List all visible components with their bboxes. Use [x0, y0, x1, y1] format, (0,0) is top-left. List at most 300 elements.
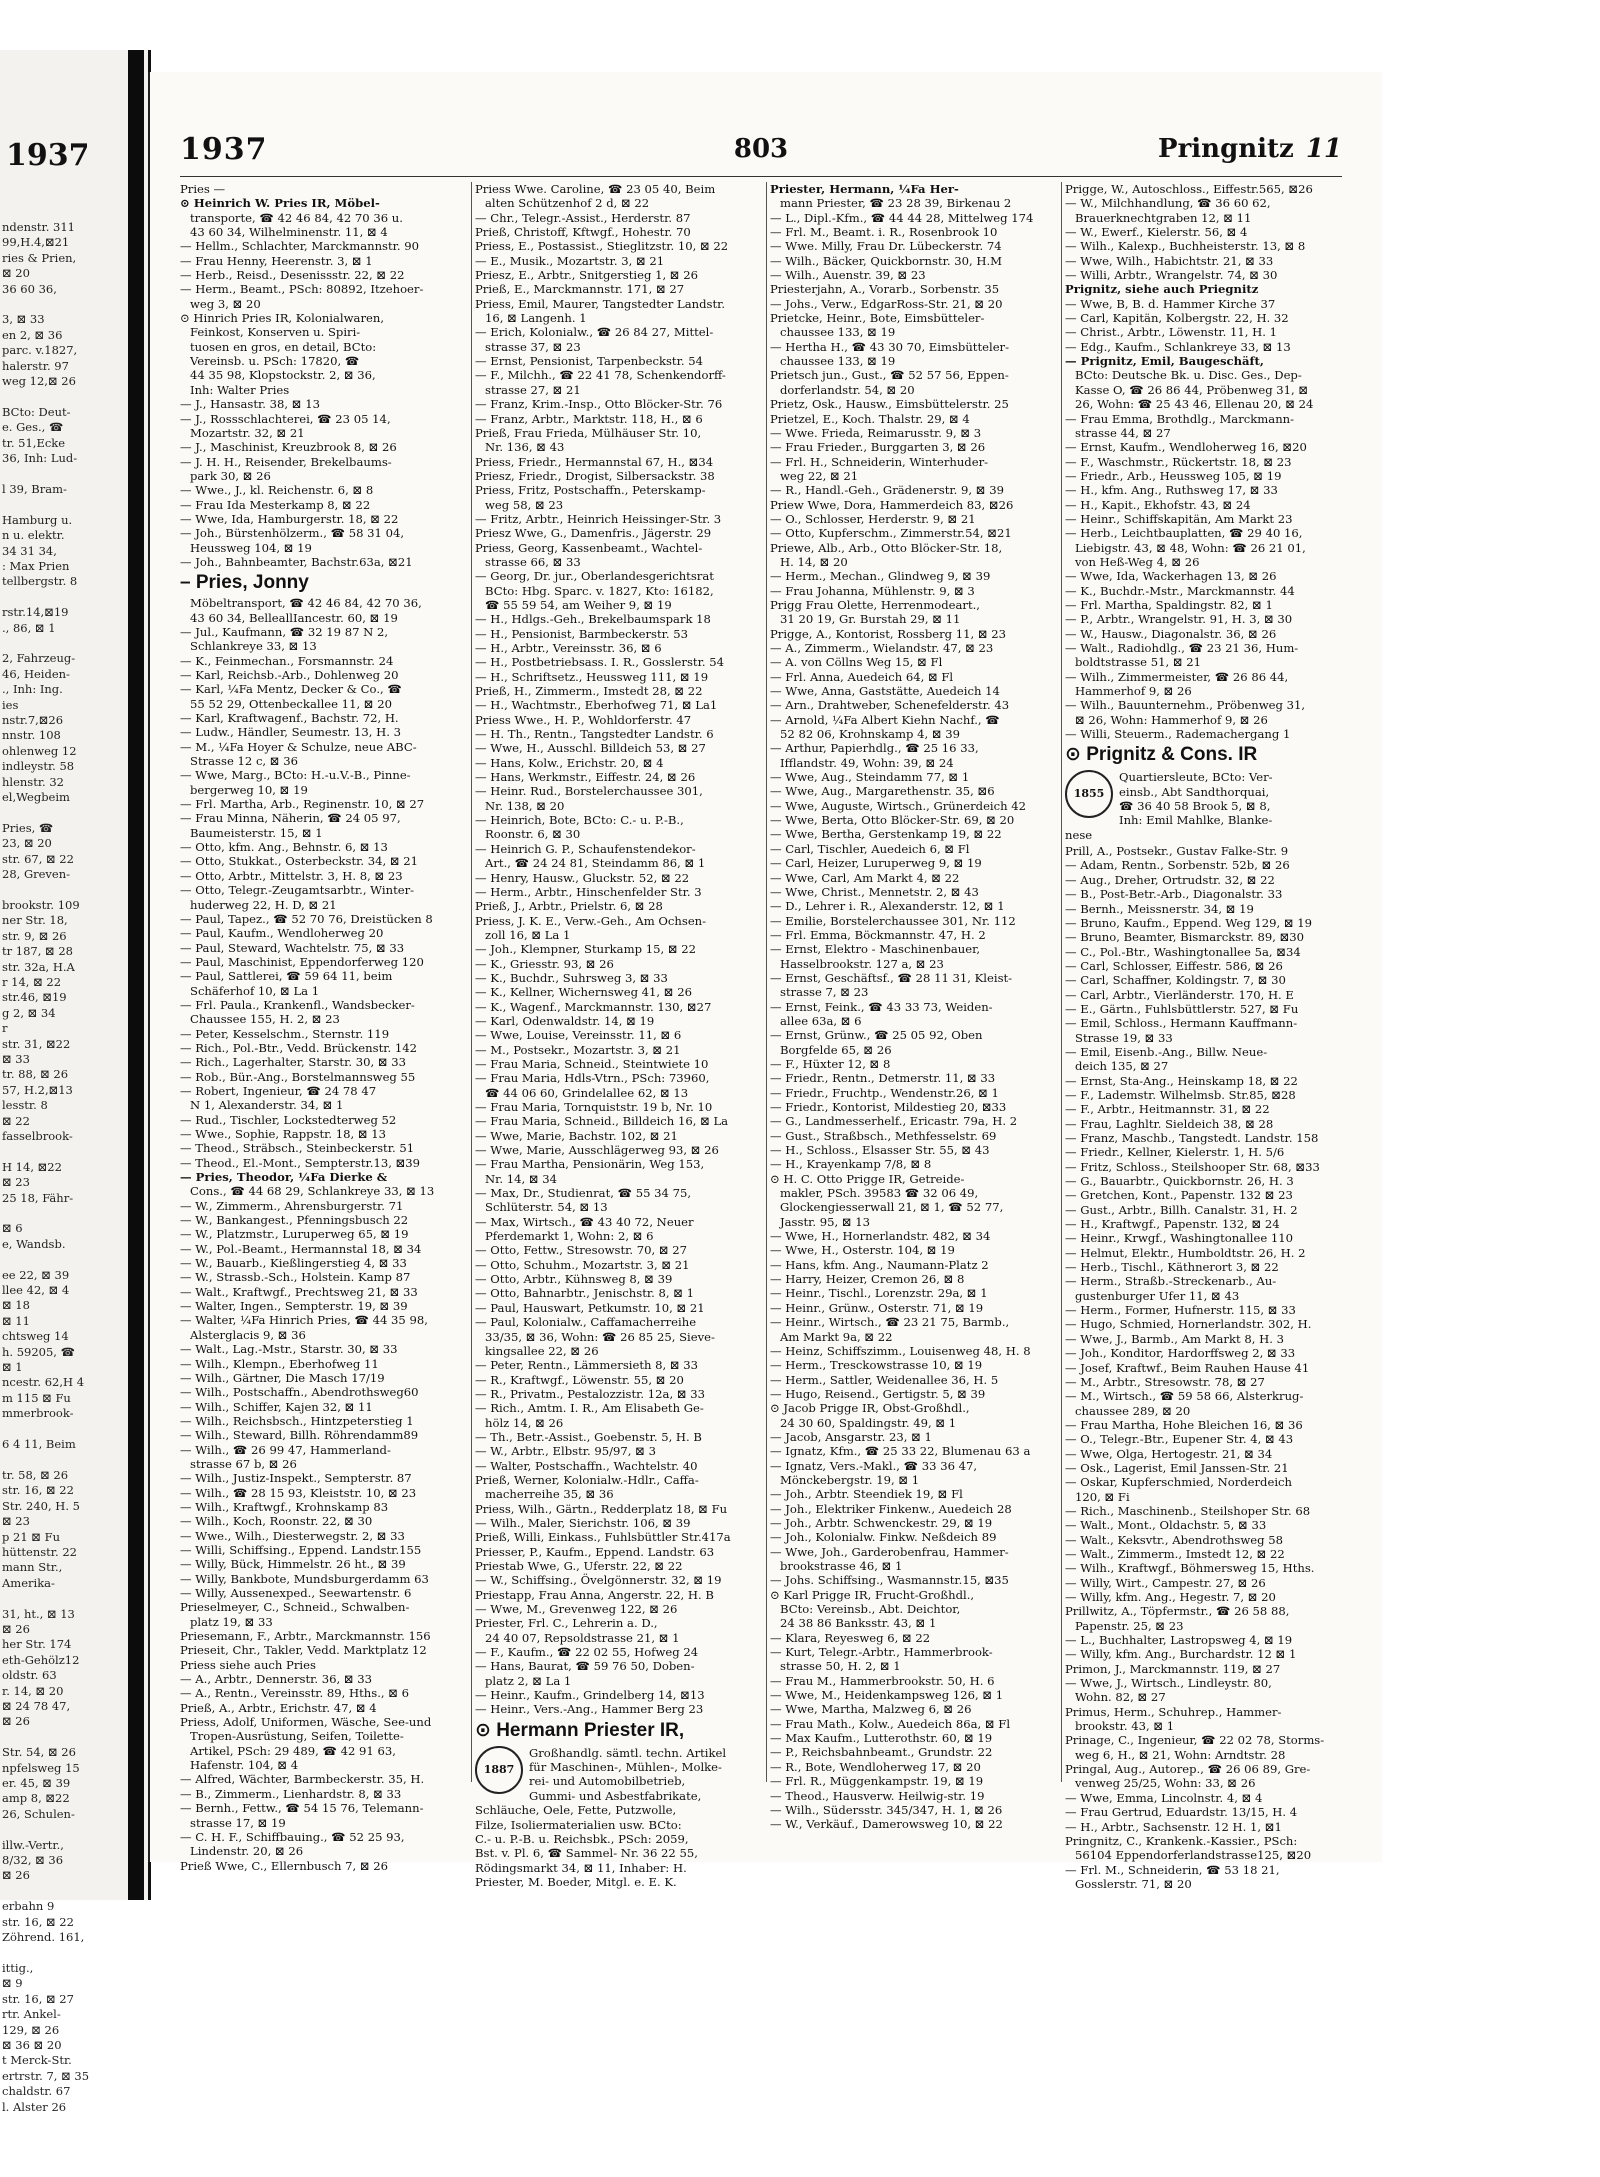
directory-entry: Priestapp, Frau Anna, Angerstr. 22, H. B	[475, 1587, 714, 1602]
directory-entry: Prill, A., Postsekr., Gustav Falke-Str. 9	[1065, 844, 1289, 859]
directory-entry: — A., Rentn., Vereinsstr. 89, Hths., ⊠ 6	[180, 1686, 410, 1701]
directory-entry: Primus, Herm., Schuhrep., Hammer-	[1065, 1704, 1282, 1719]
header-year: 1937	[180, 132, 268, 167]
directory-entry: — M., ¼Fa Hoyer & Schulze, neue ABC-	[180, 739, 417, 754]
directory-entry: — Joh., Bürstenhölzerm., ☎ 58 31 04,	[180, 526, 405, 541]
directory-entry: Prigge, W., Autoschloss., Eiffestr.565, ⊠26	[1065, 182, 1313, 196]
directory-entry: — Carl, Schaffner, Koldingstr. 7, ⊠ 30	[1065, 973, 1286, 988]
directory-entry: — Wwe, M., Heidenkampsweg 126, ⊠ 1	[770, 1688, 1004, 1703]
directory-entry: — Frau Henny, Heerenstr. 3, ⊠ 1	[180, 253, 373, 268]
directory-entry: ⊙ Hinrich Pries IR, Kolonialwaren,	[180, 311, 385, 326]
entry-continuation: 31 20 19, Gr. Burstah 29, ⊠ 11	[780, 612, 961, 627]
previous-page-line: str. 67, ⊠ 22	[2, 851, 74, 866]
directory-entry: — K., Wagenf., Marckmannstr. 130, ⊠27	[475, 999, 712, 1014]
directory-entry: — Wwe, Olga, Hertogestr. 21, ⊠ 34	[1065, 1446, 1273, 1461]
directory-entry: — Otto, Stukkat., Osterbeckstr. 34, ⊠ 21	[180, 854, 419, 869]
directory-entry: — Willy, Bück, Himmelstr. 26 ht., ⊠ 39	[180, 1557, 406, 1572]
directory-entry: — J., Maschinist, Kreuzbrook 8, ⊠ 26	[180, 440, 397, 455]
header-running-head	[1158, 134, 1342, 164]
previous-page-line: 26, Schulen-	[2, 1806, 75, 1821]
previous-page-line	[2, 882, 142, 897]
entry-continuation: 16, ⊠ Langenh. 1	[485, 311, 587, 326]
directory-entry: — Frau Minna, Näherin, ☎ 24 05 97,	[180, 811, 401, 826]
directory-entry: — Friedr., Rentn., Detmerstr. 11, ⊠ 33	[770, 1071, 996, 1086]
directory-entry: — Joh., Arbtr. Schwenckestr. 29, ⊠ 19	[770, 1515, 993, 1530]
directory-entry: — Wwe., Wilh., Diesterwegstr. 2, ⊠ 33	[180, 1528, 405, 1543]
entry-continuation: weg 6, H., ⊠ 21, Wohn: Arndtstr. 28	[1075, 1747, 1286, 1762]
directory-entry: Priess, J. K. E., Verw.-Geh., Am Ochsen-	[475, 913, 707, 928]
advert-line: Großhandlg. sämtl. techn. Artikel	[529, 1745, 727, 1760]
directory-entry: Prieseit, Chr., Takler, Vedd. Marktplatz 12	[180, 1643, 427, 1658]
directory-entry: — W., Pol.-Beamt., Hermannstal 18, ⊠ 34	[180, 1241, 422, 1256]
directory-entry: — H., Arbtr., Vereinsstr. 36, ⊠ 6	[475, 641, 662, 655]
directory-entry: — H. Th., Rentn., Tangstedter Landstr. 6	[475, 727, 714, 742]
directory-entry: — Helmut, Elektr., Humboldtstr. 26, H. 2	[1065, 1245, 1306, 1260]
directory-entry: — Wwe, Aug., Margarethenstr. 35, ⊠6	[770, 784, 995, 799]
directory-entry: — Friedr., Arb., Heussweg 105, ⊠ 19	[1065, 468, 1282, 483]
directory-entry: — Frau M., Hammerbrookstr. 50, H. 6	[770, 1673, 995, 1688]
directory-entry: — Wwe. Milly, Frau Dr. Lübeckerstr. 74	[770, 239, 1002, 254]
entry-continuation: Hammerhof 9, ⊠ 26	[1075, 684, 1192, 699]
directory-entry: — Frl. Anna, Auedeich 64, ⊠ Fl	[770, 669, 954, 684]
directory-entry: — Carl, Tischler, Auedeich 6, ⊠ Fl	[770, 841, 970, 856]
previous-page-line: ⊠ 24 78 47,	[2, 1699, 71, 1713]
directory-entry: — R., Kraftwgf., Löwenstr. 55, ⊠ 20	[475, 1372, 684, 1387]
directory-entry: — Herm., Arbtr., Hinschenfelder Str. 3	[475, 884, 702, 899]
directory-entry: Priesz, Friedr., Drogist, Silbersackstr. 38	[475, 468, 715, 483]
directory-entry: — Kurt, Telegr.-Arbtr., Hammerbrook-	[770, 1645, 993, 1660]
directory-entry: — Wilh., Kalexp., Buchheisterstr. 13, ⊠ 8	[1065, 239, 1306, 254]
entry-continuation: chaussee 133, ⊠ 19	[780, 354, 896, 369]
previous-page-line: halerstr. 97	[2, 358, 69, 373]
directory-entry: Prinage, C., Ingenieur, ☎ 22 02 78, Storms-	[1065, 1733, 1325, 1748]
directory-entry: — Frau Maria, Hdls-Vtrn., PSch: 73960,	[475, 1071, 710, 1086]
previous-page-line: npfelsweg 15	[2, 1760, 80, 1775]
directory-entry: — H., Schriftsetz., Heussweg 111, ⊠ 19	[475, 669, 709, 684]
entry-continuation: 44 35 98, Klopstockstr. 2, ⊠ 36,	[190, 368, 376, 383]
directory-entry: Priew Wwe, Dora, Hammerdeich 83, ⊠26	[770, 497, 1014, 512]
entry-continuation: Brauerknechtgraben 12, ⊠ 11	[1075, 210, 1252, 225]
directory-entry: — Carl, Schlosser, Eiffestr. 586, ⊠ 26	[1065, 958, 1283, 973]
entry-continuation: Schäferhof 10, ⊠ La 1	[190, 983, 320, 998]
entry-continuation: Artikel, PSch: 29 489, ☎ 42 91 63,	[190, 1743, 396, 1758]
entry-continuation: Nr. 14, ⊠ 34	[485, 1171, 558, 1186]
directory-entry: — Wwe, Anna, Gaststätte, Auedeich 14	[770, 684, 1000, 699]
entry-continuation: Chaussee 155, H. 2, ⊠ 23	[190, 1012, 340, 1027]
directory-entry: Prietsch jun., Gust., ☎ 52 57 56, Eppen-	[770, 368, 1009, 383]
directory-entry: — Wilh., Maler, Sierichstr. 106, ⊠ 39	[475, 1515, 691, 1530]
directory-entry: — Ludw., Händler, Seumestr. 13, H. 3	[180, 725, 401, 740]
directory-entry: Prieß, H., Zimmerm., Imstedt 28, ⊠ 22	[475, 684, 703, 699]
entry-continuation: 24 40 07, Repsoldstrasse 21, ⊠ 1	[485, 1630, 680, 1645]
directory-entry: — Wilh., Reichsbsch., Hintzpeterstieg 1	[180, 1413, 414, 1428]
entry-continuation: Heussweg 104, ⊠ 19	[190, 540, 312, 555]
directory-entry: — F., Hüxter 12, ⊠ 8	[770, 1056, 891, 1071]
previous-page-line: erbahn 9	[2, 1899, 55, 1914]
directory-entry: — Wwe, B, B. d. Hammer Kirche 37	[1065, 296, 1276, 311]
column-1	[180, 182, 467, 1873]
directory-entry: — Walt., Kraftwgf., Prechtsweg 21, ⊠ 33	[180, 1284, 418, 1299]
entry-continuation: venweg 25/25, Wohn: 33, ⊠ 26	[1075, 1776, 1256, 1791]
column-4	[1065, 182, 1352, 1891]
directory-entry: — Otto, Bahnarbtr., Jenischstr. 8, ⊠ 1	[475, 1286, 695, 1301]
column-divider	[1061, 182, 1062, 1782]
directory-entry: — Wilh., Kraftwgf., Krohnskamp 83	[180, 1499, 389, 1514]
directory-entry: — Frl. M., Beamt. i. R., Rosenbrook 10	[770, 225, 998, 240]
previous-page-line: chtsweg 14	[2, 1329, 69, 1344]
directory-entry: Prieß, J., Arbtr., Prielstr. 6, ⊠ 28	[475, 899, 663, 914]
directory-entry: — J., Hansastr. 38, ⊠ 13	[180, 397, 320, 412]
directory-entry: Priess, Fritz, Postschaffn., Peterskamp-	[475, 483, 706, 498]
entry-continuation: 52 82 06, Krohnskamp 4, ⊠ 39	[780, 727, 961, 742]
directory-entry: — Ignatz, Kfm., ☎ 25 33 22, Blumenau 63 a	[770, 1444, 1031, 1459]
directory-entry: — K., Kellner, Wichernsweg 41, ⊠ 26	[475, 985, 692, 1000]
previous-page-line: BCto: Deut-	[2, 404, 71, 419]
entry-continuation: Inh: Walter Pries	[190, 382, 290, 397]
directory-entry: — Adam, Rentn., Sorbenstr. 52b, ⊠ 26	[1065, 858, 1290, 873]
previous-page-line: g 2, ⊠ 34	[2, 1005, 56, 1020]
previous-page-line: e, Wandsb.	[2, 1236, 66, 1251]
advert-line: Filze, Isoliermaterialien usw. BCto:	[475, 1817, 682, 1832]
directory-entry: — Wilh., Steward, Billh. Röhrendamm89	[180, 1428, 419, 1443]
entry-continuation: Feinkost, Konserven u. Spiri-	[190, 325, 361, 340]
directory-entry: — Wwe, Berta, Otto Blöcker-Str. 69, ⊠ 20	[770, 813, 1015, 828]
previous-page-line: ndenstr. 311	[2, 220, 75, 234]
directory-entry: — Max Kaufm., Lutterothstr. 60, ⊠ 19	[770, 1731, 993, 1746]
entry-continuation: Schlüterstr. 54, ⊠ 13	[485, 1200, 608, 1215]
entry-continuation: strasse 50, H. 2, ⊠ 1	[780, 1659, 901, 1674]
previous-page-line: 8/32, ⊠ 36	[2, 1853, 64, 1868]
advert-line: rei- und Automobilbetrieb,	[529, 1774, 686, 1789]
entry-continuation: Baumeisterstr. 15, ⊠ 1	[190, 825, 323, 840]
directory-entry: — Frl. Paula., Krankenfl., Wandsbecker-	[180, 997, 415, 1012]
entry-continuation: Vereinsb. u. PSch: 17820, ☎	[190, 354, 360, 369]
previous-page-line: 3, ⊠ 33	[2, 312, 45, 327]
directory-entry: Prigg Frau Olette, Herrenmodeart.,	[770, 597, 980, 612]
directory-entry: — B., Zimmerm., Lienhardstr. 8, ⊠ 33	[180, 1786, 402, 1801]
directory-entry: — Heinr., Schiffskapitän, Am Markt 23	[1065, 511, 1293, 526]
directory-entry: — Otto, Arbtr., Mittelstr. 3, H. 8, ⊠ 23	[180, 868, 403, 883]
directory-entry: — Willy, Bankbote, Mundsburgerdamm 63	[180, 1571, 429, 1586]
directory-entry: — Wilh., Postschaffn., Abendrothsweg60	[180, 1385, 419, 1400]
entry-continuation: macherreihe 35, ⊠ 36	[485, 1487, 614, 1502]
directory-entry: ⊙ Heinrich W. Pries IR, Möbel-	[180, 196, 380, 211]
directory-entry: — Willi, Schiffsing., Eppend. Landstr.155	[180, 1542, 422, 1557]
entry-continuation: Am Markt 9a, ⊠ 22	[780, 1329, 893, 1344]
entry-continuation: Nr. 136, ⊠ 43	[485, 440, 565, 455]
directory-entry: — Wilh., Justiz-Inspekt., Sempterstr. 87	[180, 1471, 412, 1486]
entry-continuation: Art., ☎ 24 24 81, Steindamm 86, ⊠ 1	[485, 856, 706, 871]
entry-continuation: strasse 37, ⊠ 23	[485, 339, 581, 354]
advert-line: C.- u. P.-B. u. Reichsbk., PSch: 2059,	[475, 1831, 689, 1846]
directory-entry: — Frl. R., Müggenkampstr. 19, ⊠ 19	[770, 1774, 984, 1789]
directory-entry: Prignitz, siehe auch Priegnitz	[1065, 282, 1259, 297]
directory-entry: — Walt., Mont., Oldachstr. 5, ⊠ 33	[1065, 1518, 1267, 1533]
entry-continuation: chaussee 289, ⊠ 20	[1075, 1403, 1191, 1418]
firm-advert	[475, 1744, 762, 1891]
directory-entry: — Erich, Kolonialw., ☎ 26 84 27, Mittel-	[475, 325, 714, 340]
directory-entry: — Frau Frieder., Burggarten 3, ⊠ 26	[770, 440, 986, 455]
previous-page-year: 1937	[6, 138, 90, 173]
entry-continuation: Kasse O, ☎ 26 86 44, Pröbenweg 31, ⊠	[1075, 382, 1309, 397]
directory-entry: — Joh., Bahnbeamter, Bachstr.63a, ⊠21	[180, 554, 413, 569]
directory-entry: — Frl. Emma, Böckmannstr. 47, H. 2	[770, 927, 986, 942]
previous-page-line: h. 59205, ☎	[2, 1344, 75, 1359]
directory-entry: — Bruno, Beamter, Bismarckstr. 89, ⊠30	[1065, 930, 1305, 945]
entry-continuation: makler, PSch. 39583 ☎ 32 06 49,	[780, 1186, 979, 1201]
directory-entry: — Heinr. Rud., Borstelerchaussee 301,	[475, 784, 703, 799]
directory-entry: — C., Pol.-Btr., Washingtonallee 5a, ⊠34	[1065, 944, 1301, 959]
previous-page-line: 6 4 11, Beim	[2, 1437, 76, 1452]
directory-entry: — Walter, Postschaffn., Wachtelstr. 40	[475, 1458, 698, 1473]
directory-entry: — R., Privatm., Pestalozzistr. 12a, ⊠ 33	[475, 1386, 705, 1401]
directory-entry: — Frau Gertrud, Eduardstr. 13/15, H. 4	[1065, 1805, 1298, 1820]
directory-entry: — Walt., Keksvtr., Abendrothsweg 58	[1065, 1532, 1284, 1547]
previous-page-line	[2, 389, 142, 404]
previous-page-line: fasselbrook-	[2, 1128, 73, 1143]
directory-entry: — Heinrich G. P., Schaufenstendekor-	[475, 841, 696, 856]
directory-entry: — Bruno, Kaufm., Eppend. Weg 129, ⊠ 19	[1065, 915, 1313, 930]
directory-entry: — Willy, Aussenexped., Seewartenstr. 6	[180, 1586, 412, 1600]
previous-page-line: 99,H.4,⊠21	[2, 235, 70, 250]
directory-entry: — A., Arbtr., Dennerstr. 36, ⊠ 33	[180, 1672, 373, 1687]
directory-entry: — M., Wirtsch., ☎ 59 58 66, Alsterkrug-	[1065, 1389, 1304, 1404]
entry-continuation: Strasse 12 c, ⊠ 36	[190, 754, 298, 769]
directory-entry: — Chr., Telegr.-Assist., Herderstr. 87	[475, 210, 691, 225]
entry-continuation: Liebigstr. 43, ⊠ 48, Wohn: ☎ 26 21 01,	[1075, 540, 1306, 555]
directory-entry: — Frl. Martha, Arb., Reginenstr. 10, ⊠ 27	[180, 797, 425, 812]
previous-page-line: str. 16, ⊠ 22	[2, 1914, 74, 1929]
previous-page-line: ittig.,	[2, 1960, 34, 1975]
binding-shadow	[128, 50, 144, 1900]
entry-continuation: tuosen en gros, en detail, BCto:	[190, 339, 377, 354]
directory-entry: — Rich., Pol.-Btr., Vedd. Brückenstr. 142	[180, 1040, 417, 1055]
directory-entry: — Hans, Werkmstr., Eiffestr. 24, ⊠ 26	[475, 770, 696, 785]
directory-entry: Priess, Friedr., Hermannstal 67, H., ⊠34	[475, 454, 714, 469]
directory-entry: — H., Wachtmstr., Eberhofweg 71, ⊠ La1	[475, 698, 718, 713]
previous-page-line: hüttenstr. 22	[2, 1544, 77, 1559]
entry-continuation: weg 22, ⊠ 21	[780, 468, 859, 483]
directory-entry: Priess, E., Postassist., Stieglitzstr. 10, ⊠ 22	[475, 239, 729, 254]
entry-continuation: 56104 Eppendorferlandstrasse125, ⊠20	[1075, 1848, 1312, 1863]
previous-page-line: ⊠ 26	[2, 1621, 30, 1636]
directory-entry: — Wwe, Ida, Wackerhagen 13, ⊠ 26	[1065, 569, 1277, 584]
directory-entry: — Wilh., Schiffer, Kajen 32, ⊠ 11	[180, 1399, 373, 1414]
directory-entry: — Walter, ¼Fa Hinrich Pries, ☎ 44 35 98,	[180, 1313, 428, 1328]
directory-entry: — Carl, Arbtr., Vierländerstr. 170, H. E	[1065, 987, 1294, 1002]
previous-page-line: oldstr. 63	[2, 1668, 57, 1683]
previous-page-line	[2, 805, 142, 820]
directory-entry: — Otto, Arbtr., Kühnsweg 8, ⊠ 39	[475, 1272, 673, 1287]
directory-entry: Priesterjahn, A., Vorarb., Sorbenstr. 35	[770, 282, 1000, 297]
entry-continuation: Pferdemarkt 1, Wohn: 2, ⊠ 6	[485, 1229, 654, 1244]
directory-entry: — Wilh., ☎ 26 99 47, Hammerland-	[180, 1442, 391, 1457]
directory-entry: Priess siehe auch Pries	[180, 1657, 316, 1672]
previous-page-line: tr. 51,Ecke	[2, 435, 66, 450]
directory-entry: — Theod., Sträbsch., Steinbeckerstr. 51	[180, 1141, 415, 1156]
directory-entry: Prigge, A., Kontorist, Rossberg 11, ⊠ 23	[770, 626, 1007, 641]
directory-entry: — E., Gärtn., Fuhlsbüttlerstr. 527, ⊠ Fu	[1065, 1001, 1299, 1016]
directory-entry: — K., Feinmechan., Forsmannstr. 24	[180, 653, 394, 668]
directory-entry: Prillwitz, A., Töpfermstr., ☎ 26 58 88,	[1065, 1604, 1290, 1619]
directory-entry: — Wwe, Emma, Lincolnstr. 4, ⊠ 4	[1065, 1790, 1263, 1805]
directory-entry: — Herm., Straßb.-Streckenarb., Au-	[1065, 1274, 1277, 1289]
directory-entry: — Wilh., Auenstr. 39, ⊠ 23	[770, 268, 926, 283]
directory-entry: — Ernst, Kaufm., Wendloherweg 16, ⊠20	[1065, 440, 1307, 455]
entry-continuation: Hafenstr. 104, ⊠ 4	[190, 1758, 299, 1773]
previous-page-line: ertrstr. 7, ⊠ 35	[2, 2068, 90, 2083]
header-section: 11	[1305, 134, 1342, 164]
previous-page-line: ., Inh: Ing.	[2, 682, 63, 697]
directory-entry: — R., Handl.-Geh., Grädenerstr. 9, ⊠ 39	[770, 483, 1004, 498]
entry-continuation: deich 135, ⊠ 27	[1075, 1059, 1169, 1074]
advert-line: Rödingsmarkt 34, ⊠ 11, Inhaber: H.	[475, 1860, 687, 1875]
previous-page-line: tr. 58, ⊠ 26	[2, 1467, 69, 1482]
previous-page-line	[2, 1730, 142, 1745]
previous-page-line: 36, Inh: Lud-	[2, 451, 78, 466]
directory-entry: — Franz, Maschb., Tangstedt. Landstr. 158	[1065, 1131, 1319, 1145]
directory-entry: — Wilh., Gärtner, Die Masch 17/19	[180, 1370, 385, 1385]
directory-entry: Prieß, Frau Frieda, Mülhäuser Str. 10,	[475, 425, 702, 440]
directory-entry: — Wilh., Südersstr. 345/347, H. 1, ⊠ 26	[770, 1802, 1003, 1817]
directory-entry: — Max, Wirtsch., ☎ 43 40 72, Neuer	[475, 1214, 694, 1229]
entry-continuation: Mönckebergstr. 19, ⊠ 1	[780, 1472, 920, 1487]
previous-page-line: rstr.14,⊠19	[2, 605, 69, 620]
entry-continuation: huderweg 22, H. D, ⊠ 21	[190, 897, 337, 912]
previous-page-line: Str. 54, ⊠ 26	[2, 1745, 76, 1760]
directory-entry: — Ignatz, Vers.-Makl., ☎ 33 36 47,	[770, 1458, 978, 1473]
directory-entry: — Wilh., Bauunternehm., Pröbenweg 31,	[1065, 698, 1306, 713]
previous-page-line: 46, Heiden-	[2, 666, 70, 681]
directory-entry: Primon, J., Marckmannstr. 119, ⊠ 27	[1065, 1661, 1281, 1676]
entry-continuation: alten Schützenhof 2 d, ⊠ 22	[485, 196, 650, 211]
page-header	[180, 132, 1342, 172]
directory-entry: — Wilh., Bäcker, Quickbornstr. 30, H.M	[770, 253, 1003, 268]
previous-page-line	[2, 297, 142, 312]
directory-entry: — Paul, Hauswart, Petkumstr. 10, ⊠ 21	[475, 1300, 705, 1315]
directory-entry: Prieß, Willi, Einkass., Fuhlsbüttler Str.417a	[475, 1530, 731, 1545]
directory-entry: — Wwe., Sophie, Rappstr. 18, ⊠ 13	[180, 1127, 387, 1141]
previous-page-line: 28, Greven-	[2, 867, 71, 882]
directory-entry: — M., Postsekr., Mozartstr. 3, ⊠ 21	[475, 1042, 681, 1057]
directory-entry: — Edg., Kaufm., Schlankreye 33, ⊠ 13	[1065, 339, 1291, 354]
directory-entry: ⊙ H. C. Otto Prigge IR, Getreide-	[770, 1171, 965, 1186]
previous-page-line: en 2, ⊠ 36	[2, 327, 63, 342]
directory-entry: Priestab Wwe, G., Uferstr. 22, ⊠ 22	[475, 1559, 683, 1573]
previous-page-line: lesstr. 8	[2, 1098, 48, 1113]
directory-entry: ⊙ Karl Prigge IR, Frucht-Großhdl.,	[770, 1587, 975, 1602]
previous-page-line: ⊠ 18	[2, 1298, 30, 1313]
previous-page-line: amp 8, ⊠22	[2, 1791, 70, 1806]
directory-entry: — H., Pensionist, Barmbeckerstr. 53	[475, 626, 689, 641]
directory-entry: — Hugo, Schmied, Hornerlandstr. 302, H.	[1065, 1317, 1312, 1332]
previous-page-line: ⊠ 26	[2, 1714, 30, 1729]
directory-entry: — Frl. Martha, Spaldingstr. 82, ⊠ 1	[1065, 597, 1273, 612]
previous-page-line: 34 31 34,	[2, 543, 57, 558]
directory-entry: — Ernst, Sta-Ang., Heinskamp 18, ⊠ 22	[1065, 1073, 1298, 1088]
previous-page-line: : Max Prien	[2, 558, 70, 573]
previous-page-line: str. 32a, H.A	[2, 959, 75, 974]
previous-page-line	[2, 1453, 142, 1468]
directory-entry: — Frau Johanna, Mühlenstr. 9, ⊠ 3	[770, 583, 975, 598]
previous-page-line: ⊠ 9	[2, 1976, 23, 1991]
previous-page-line: ncestr. 62,H 4	[2, 1375, 85, 1390]
previous-page-line: Pries, ☎	[2, 820, 54, 835]
directory-entry: Priess, Wilh., Gärtn., Redderplatz 18, ⊠ Fu	[475, 1501, 728, 1516]
previous-page-line: n u. elektr.	[2, 528, 65, 543]
previous-page-line: tr. 88, ⊠ 26	[2, 1067, 69, 1082]
previous-page-line: Zöhrend. 161,	[2, 1930, 85, 1945]
entry-continuation: Strasse 19, ⊠ 33	[1075, 1030, 1173, 1045]
directory-entry: — Wwe. Frieda, Reimarusstr. 9, ⊠ 3	[770, 425, 982, 440]
previous-page-line: 25 18, Fähr-	[2, 1190, 74, 1205]
directory-entry: — W., Platzmstr., Luruperweg 65, ⊠ 19	[180, 1227, 409, 1242]
entry-continuation: strasse 27, ⊠ 21	[485, 382, 581, 397]
directory-entry: — J. H. H., Reisender, Brekelbaums-	[180, 454, 392, 469]
directory-entry: — W., Schiffsing., Övelgönnerstr. 32, ⊠ 19	[475, 1573, 722, 1588]
previous-page-line: ries & Prien,	[2, 250, 77, 265]
entry-continuation: Möbeltransport, ☎ 42 46 84, 42 70 36,	[190, 596, 422, 611]
previous-page-line: m 115 ⊠ Fu	[2, 1390, 71, 1405]
directory-entry: — Karl, Odenwaldstr. 14, ⊠ 19	[475, 1013, 655, 1028]
directory-entry: — Willy, Wirt., Campestr. 27, ⊠ 26	[1065, 1575, 1266, 1590]
directory-entry: — Theod., El.-Mont., Sempterstr.13, ⊠39	[180, 1155, 421, 1170]
directory-entry: — Georg, Dr. jur., Oberlandesgerichtsrat	[475, 569, 714, 584]
directory-entry: — Bernh., Fettw., ☎ 54 15 76, Telemann-	[180, 1801, 424, 1816]
directory-entry: Pries —	[180, 182, 226, 196]
directory-entry: — Henry, Hausw., Gluckstr. 52, ⊠ 22	[475, 870, 690, 885]
previous-page-line: rtr. Ankel-	[2, 2007, 61, 2022]
directory-entry: — Herb., Tischl., Käthnerort 3, ⊠ 22	[1065, 1260, 1279, 1275]
directory-entry: Priester, Hermann, ¼Fa Her-	[770, 182, 959, 196]
directory-entry: — Oskar, Kupferschmied, Norderdeich	[1065, 1475, 1293, 1490]
firm-heading: ⊙ Hermann Priester IR,	[475, 1719, 685, 1741]
previous-page-line: llee 42, ⊠ 4	[2, 1283, 70, 1298]
directory-entry: — Frau Maria, Schneid., Billdeich 16, ⊠ La	[475, 1114, 729, 1129]
directory-entry: — L., Dipl.-Kfm., ☎ 44 44 28, Mittelweg 174	[770, 210, 1034, 225]
directory-entry: — Rob., Bür.-Ang., Borstelmannsweg 55	[180, 1069, 416, 1084]
directory-entry: — G., Landmesserhelf., Ericastr. 79a, H. 2	[770, 1114, 1018, 1129]
entry-continuation: dorferlandstr. 54, ⊠ 20	[780, 382, 915, 397]
directory-entry: — Wwe, H., Ausschl. Billdeich 53, ⊠ 27	[475, 741, 706, 756]
directory-entry: — H., Arbtr., Sachsenstr. 12 H. 1, ⊠1	[1065, 1819, 1282, 1834]
directory-entry: — Wwe, Martha, Malzweg 6, ⊠ 26	[770, 1702, 972, 1717]
directory-entry: — Paul, Kaufm., Wendloherweg 20	[180, 926, 384, 941]
firm-seal-icon: 1887	[475, 1746, 523, 1794]
previous-page-line: tellbergstr. 8	[2, 574, 78, 589]
previous-page-line	[2, 497, 142, 512]
directory-entry: — O., Schlosser, Herderstr. 9, ⊠ 21	[770, 511, 976, 526]
previous-page-line: brookstr. 109	[2, 897, 80, 912]
directory-entry: — Peter, Rentn., Lämmersieth 8, ⊠ 33	[475, 1358, 699, 1373]
entry-continuation: Roonstr. 6, ⊠ 30	[485, 827, 581, 842]
directory-entry: — Otto, Fettw., Stresowstr. 70, ⊠ 27	[475, 1243, 688, 1258]
directory-entry: — Heinz, Schiffszimm., Louisenweg 48, H. 8	[770, 1343, 1031, 1358]
advert-line: nese	[1065, 827, 1093, 842]
directory-entry: — K., Buchdr., Suhrsweg 3, ⊠ 33	[475, 970, 668, 985]
directory-entry: — Paul, Tapez., ☎ 52 70 76, Dreistücken 8	[180, 911, 433, 926]
directory-entry: — Emil, Schloss., Hermann Kauffmann-	[1065, 1016, 1298, 1031]
directory-entry: — Herm., Tresckowstrasse 10, ⊠ 19	[770, 1358, 983, 1373]
directory-entry: — Gust., Arbtr., Billh. Canalstr. 31, H. 2	[1065, 1202, 1298, 1217]
directory-entry: — G., Bauarbtr., Quickbornstr. 26, H. 3	[1065, 1174, 1294, 1189]
previous-page-line: ⊠ 26	[2, 1868, 30, 1883]
directory-entry: — Robert, Ingenieur, ☎ 24 78 47	[180, 1083, 377, 1098]
directory-entry: Priess Wwe. Caroline, ☎ 23 05 40, Beim	[475, 182, 716, 196]
directory-entry: — Joh., Klempner, Sturkamp 15, ⊠ 22	[475, 942, 696, 957]
directory-entry: — Friedr., Fruchtp., Wendenstr.26, ⊠ 1	[770, 1085, 999, 1100]
entry-continuation: platz 2, ⊠ La 1	[485, 1673, 572, 1688]
